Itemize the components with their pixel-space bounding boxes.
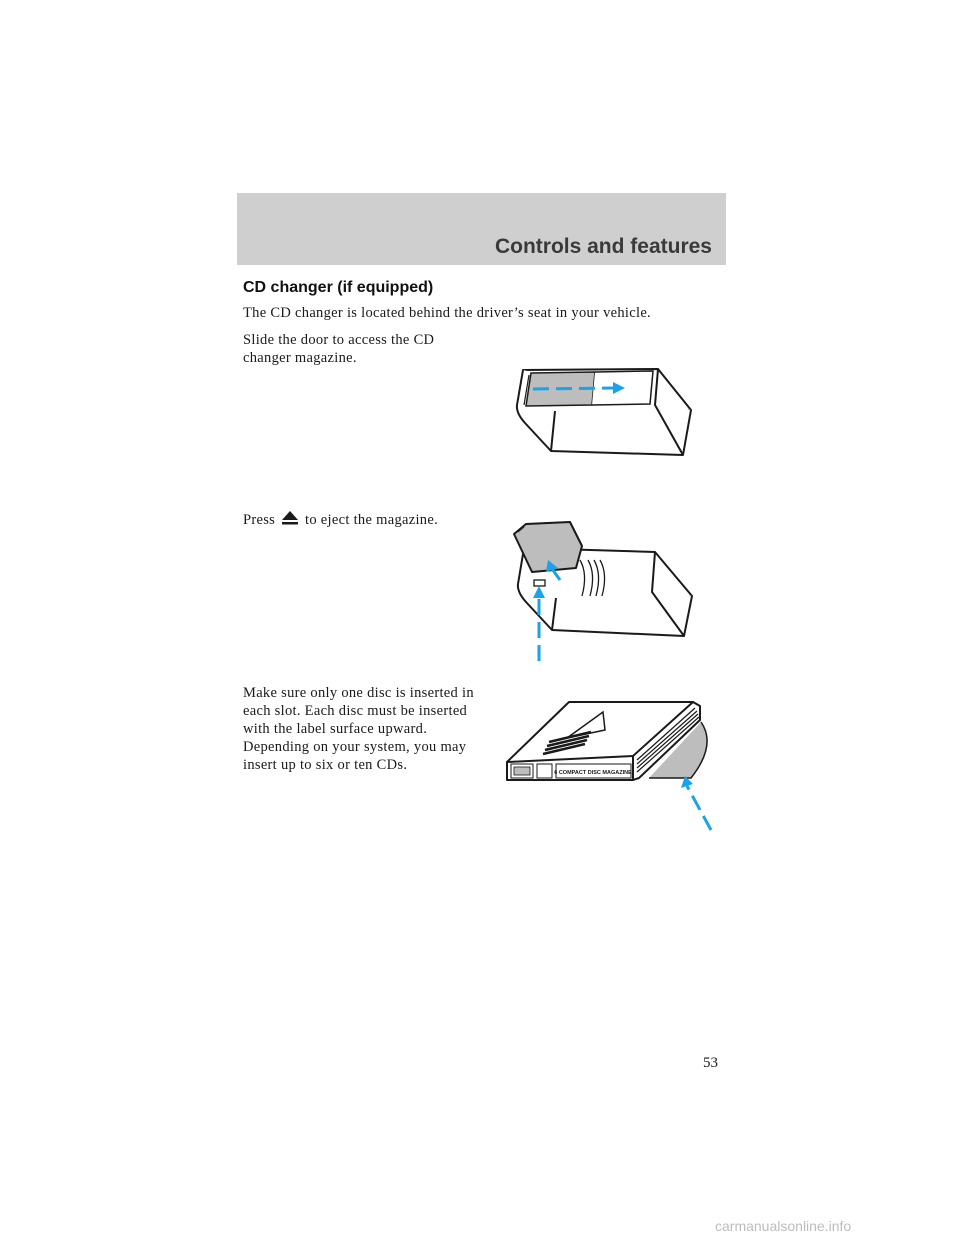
insert-disc-paragraph: Make sure only one disc is inserted in each slot. Each disc must be inserted with the label surface upward. Depending on your system, you may insert up to six or ten CDs. [243,685,474,773]
slide-door-paragraph: Slide the door to access the CD changer magazine. [243,332,435,366]
disc-magazine-illustration [503,700,718,835]
eject-icon [281,511,299,525]
cd-changer-door-illustration [513,365,693,460]
magazine-label: 6 COMPACT DISC MAGAZINE [554,770,632,776]
section-heading: CD changer (if equipped) [243,279,434,296]
intro-paragraph: The CD changer is located behind the driver’s seat in your vehicle. [243,305,651,321]
header-title: Controls and features [494,235,712,258]
page-number: 53 [703,1055,718,1071]
eject-paragraph [243,511,438,529]
cd-changer-eject-illustration [510,518,695,663]
eject-text: to eject the magazine. [305,512,439,528]
header-band [237,193,726,265]
press-text: Press [243,512,276,528]
footer-watermark: carmanualsonline.info [715,1218,852,1234]
